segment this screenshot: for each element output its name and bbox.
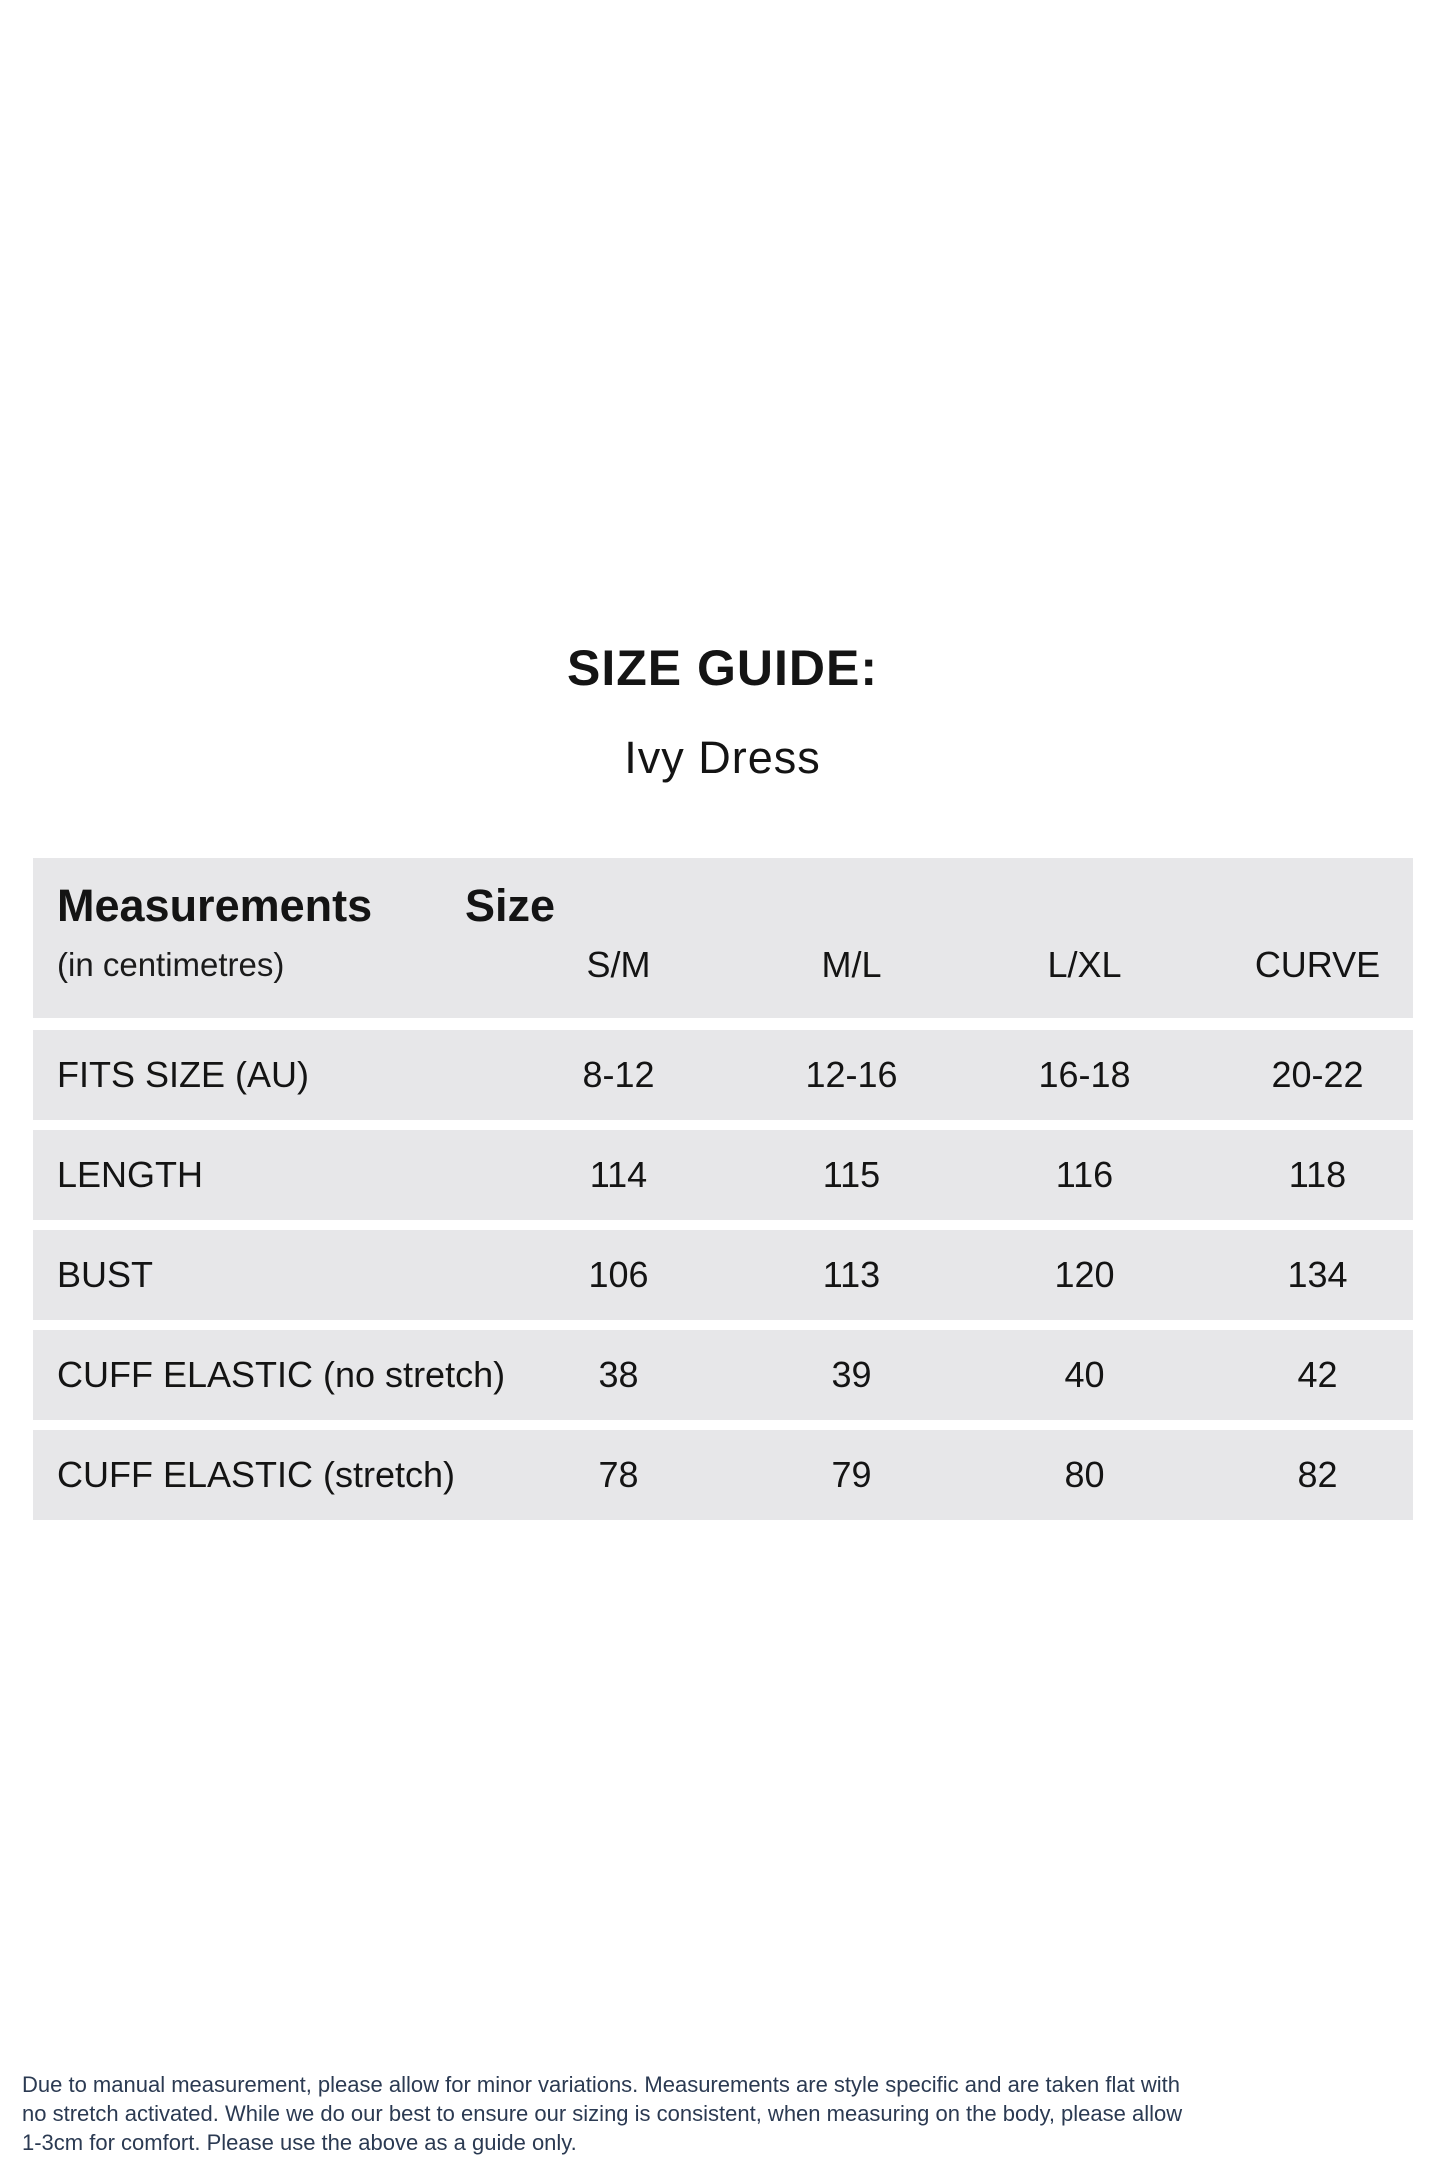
row-label: CUFF ELASTIC (no stretch) xyxy=(57,1354,506,1395)
table-row-fits-size xyxy=(33,1030,1413,1120)
table-header xyxy=(33,858,1413,1018)
cell-value: 114 xyxy=(589,1154,648,1195)
cell-value: 78 xyxy=(598,1454,639,1495)
cell-value: 82 xyxy=(1297,1454,1338,1495)
footer-note xyxy=(22,2070,1422,2157)
table-row-bust xyxy=(33,1230,1413,1320)
cell-value: 12-16 xyxy=(805,1054,898,1095)
size-group-title: Size xyxy=(465,880,556,931)
cell-value: 116 xyxy=(1055,1154,1114,1195)
size-table xyxy=(33,858,1413,1520)
cell-value: 115 xyxy=(822,1154,881,1195)
cell-value: 39 xyxy=(831,1354,872,1395)
table-row-cuff-elastic-stretch xyxy=(33,1430,1413,1520)
cell-value: 106 xyxy=(588,1254,649,1295)
cell-value: 113 xyxy=(822,1254,881,1295)
page-subtitle: Ivy Dress xyxy=(624,732,821,783)
column-header-lxl: L/XL xyxy=(1047,944,1122,985)
cell-value: 134 xyxy=(1287,1254,1348,1295)
footer-note-line: 1-3cm for comfort. Please use the above as a guide only. xyxy=(22,2130,577,2155)
column-header-sm: S/M xyxy=(586,944,651,985)
row-label: LENGTH xyxy=(57,1154,204,1195)
cell-value: 40 xyxy=(1064,1354,1105,1395)
cell-value: 118 xyxy=(1288,1154,1347,1195)
cell-value: 38 xyxy=(598,1354,639,1395)
measurements-unit: (in centimetres) xyxy=(57,946,285,983)
footer-note-line: no stretch activated. While we do our best to ensure our sizing is consistent, when measuring on the body, please allow xyxy=(22,2101,1183,2126)
table-row-cuff-elastic-no-stretch xyxy=(33,1330,1413,1420)
cell-value: 120 xyxy=(1054,1254,1115,1295)
measurements-title: Measurements xyxy=(57,880,373,931)
page-title: SIZE GUIDE: xyxy=(566,640,879,696)
row-label: FITS SIZE (AU) xyxy=(57,1054,309,1095)
cell-value: 16-18 xyxy=(1038,1054,1131,1095)
footer-note-line: Due to manual measurement, please allow for minor variations. Measurements are style specific and are taken flat with xyxy=(22,2072,1180,2097)
cell-value: 20-22 xyxy=(1271,1054,1364,1095)
cell-value: 42 xyxy=(1297,1354,1338,1395)
cell-value: 80 xyxy=(1064,1454,1105,1495)
column-header-ml: M/L xyxy=(821,944,882,985)
table-row-length xyxy=(33,1130,1413,1220)
cell-value: 79 xyxy=(831,1454,872,1495)
column-header-curve: CURVE xyxy=(1254,944,1381,985)
row-label: BUST xyxy=(57,1254,154,1295)
row-label: CUFF ELASTIC (stretch) xyxy=(57,1454,456,1495)
cell-value: 8-12 xyxy=(582,1054,655,1095)
